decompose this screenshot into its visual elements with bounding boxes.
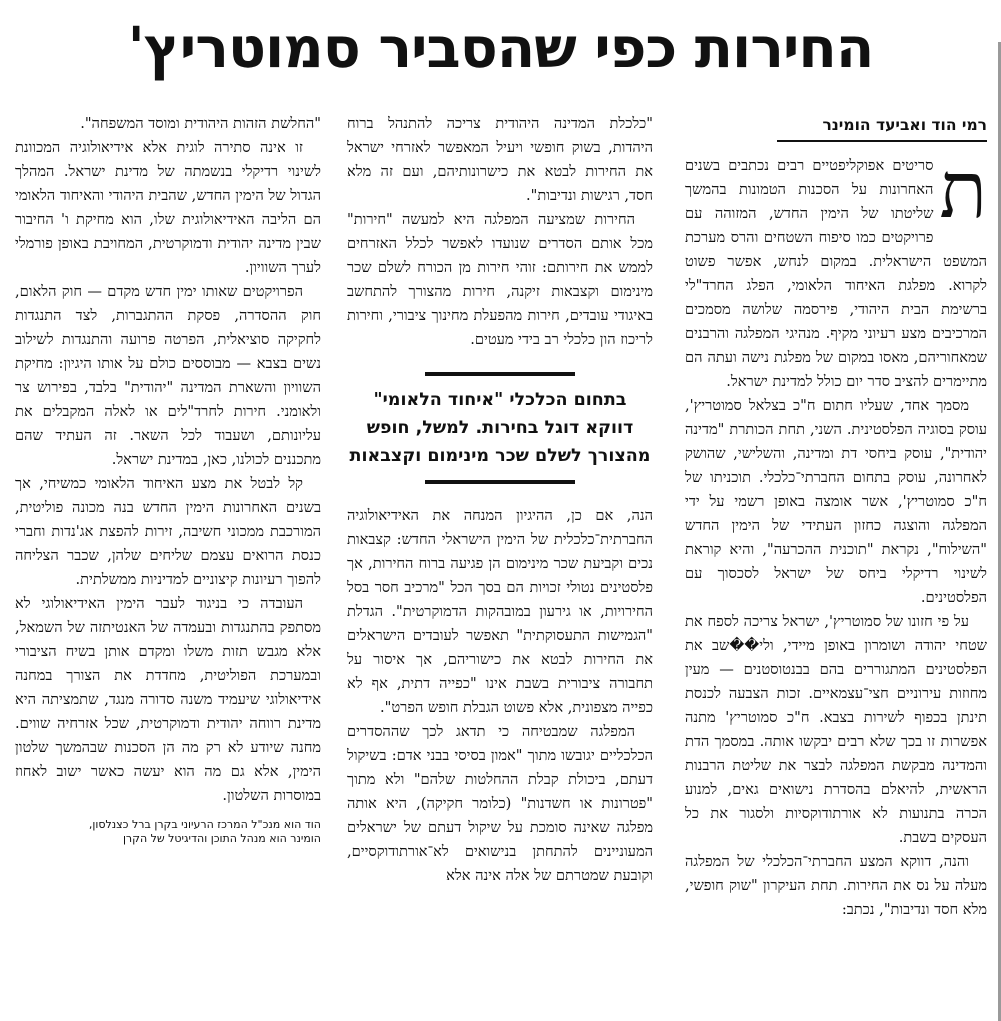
paragraph: "כלכלת המדינה היהודית צריכה להתנהל ברוח היהדות, בשוק חופשי ויעיל המאפשר לאזרחי ישראל את החירות לבטא את כישרונותיהם, ועם זה מלא חסד, רגישות ונדיבות".: [347, 115, 653, 204]
byline: רמי הוד ואביעד הומינר: [777, 112, 987, 142]
paragraph: על פי חזונו של סמוטריץ', ישראל צריכה לספח את שטחי יהודה ושומרון באופן מיידי, ולי��שב את הפלסטינים המתגוררים בהם בבנטוסטנים — מעין מחוזות עירוניים חצי־עצמאיים. זכות הצבעה לכנסת תינתן בכפוף לשירות בצבא. ח"כ סמוטריץ' מתנה אפשרות זו בכך שלא רבים יבקשו אותה. במסמך הדת והמדינה מבקשת המפלגה לבצר את שליטת הרבנות הראשית, להיאלם בהסדרת נישואים גאים, למנוע הכרה בתנועות לא אורתודוקסיות ולסגור את כל העסקים בשבת.: [685, 613, 987, 846]
pullquote-rule-bottom: [425, 480, 575, 484]
paragraph: והנה, דווקא המצע החברתי־הכלכלי של המפלגה מעלה על נס את החירות. תחת העיקרון "שוק חופשי, מלא חסד ונדיבות", נכתב:: [685, 853, 987, 918]
pullquote-rule-top: [425, 372, 575, 376]
pullquote: בתחום הכלכלי "איחוד הלאומי" דווקא דוגל בחירות. למשל, חופש מהצורך לשלם שכר מינימום וקצבאות: [349, 390, 651, 466]
paragraph: המפלגה שמבטיחה כי תדאג לכך שההסדרים הכלכליים יגובשו מתוך "אמון בסיסי בבני אדם: בשיקול דעתם, ביכולת קבלת ההחלטות שלהם" ולא מתוך "פטרונות או חשדנות" (כלומר חקיקה), היא אותה מפלגה שאינה סומכת על שיקול דעתם של ישראלים המעוניינים להתחתן בנישואים לא־אורתודוקסיים, וקובעת שמטרתם של אלה אינה אלא: [347, 723, 653, 884]
drop-cap: ת: [939, 146, 987, 236]
column-right: [685, 112, 987, 1017]
paragraph: [685, 146, 987, 394]
paragraph: מסמך אחד, שעליו חתום ח"כ בצלאל סמוטריץ', עוסק בסוגיה הפלסטינית. השני, תחת הכותרת "מדינה יהודית", עוסק ביחסי דת ומדינה, והשלישי, שהושק לאחרונה, עוסק בתחום החברתי־כלכלי. תוכניתו של ח"כ סמוטריץ', אשר אומצה באופן רשמי על ידי המפלגה והוצגה כחזון העתידי של הימין החדש "השילוח", נקראת "תוכנית ההכרעה", והיא קוראת לשינוי רדיקלי ביחס של ישראל לסכסוך עם הפלסטינים.: [685, 397, 987, 606]
paragraph: החירות שמציעה המפלגה היא למעשה "חירות" מכל אותם הסדרים שנועדו לאפשר לכלל האזרחים לממש את חירותם: זוהי חירות מן הכורח לשלם שכר מינימום וקצבאות זיקנה, חירות מהצורך להתחשב באיגודי עובדים, חירות מהפעלת מחינוך ציבורי, וחירות לריכוז הון כלכלי רב בידי מעטים.: [347, 211, 653, 348]
headline: החירות כפי שהסביר סמוטריץ': [127, 16, 874, 81]
author-credit: [15, 818, 321, 846]
paragraph-text: סריטים אפוקליפטיים רבים נכתבים בשנים האחרונות על הסכנות הטמונות בהמשך שליטתו של הימין החדש, המזוהה עם פרויקטים כמו סיפוח השטחים והרס מערכת המשפט הישראלית. במקום לנחש, אפשר פשוט לקרוא. מפלגת האיחוד הלאומי, הפלג החרד"לי ברשימת הבית היהודי, פירסמה שלושה מסמכים המרכיבים מצע רעיוני מקיף. מנהיגי המפלגה והרבנים שמאחוריהם, מאסו במקום של מפלגת נישה ועתה הם מתיימרים להציב סדר יום כולל למדינת ישראל.: [685, 157, 987, 390]
paragraph: זו אינה סתירה לוגית אלא אידיאולוגיה המכוונת לשינוי רדיקלי בנשמתה של מדינת ישראל. המהלך הגדול של הימין החדש, שהבית היהודי והאיחוד הלאומי הם הליבה האידיאולוגית שלו, הוא מחיקת ו' החיבור שבין מדינה יהודית ודמוקרטית, המחויבת באופן פורמלי לערך השוויון.: [15, 139, 321, 276]
author-credit-line: הוד הוא מנכ"ל המרכז הרעיוני בקרן ברל כצנלסון,: [88, 818, 321, 831]
author-credit-line: הומינר הוא מנהל התוכן והדיגיטל של הקרן: [122, 832, 321, 845]
paragraph: הנה, אם כן, ההיגיון המנחה את האידיאולוגיה החברתית־כלכלית של הימין הישראלי החדש: קצבאות נכים וקביעת שכר מינימום הן פגיעה ברוח החירות, אך פלסטינים נטולי זכויות הם בסך הכל "מרכיב חסר בסל החירויות, או גירעון במובהקות הדמוקרטית". הגדלת "הגמישות התעסוקתית" תאפשר לעובדים הישראלים את החירות לבטא את כישוריהם, אך איסור על תחבורה ציבורית בשבת אינו "כפייה דתית, אף לא כפייה מצפונית, אלא פשוט הגבלת חופש הפרט".: [347, 507, 653, 716]
paragraph: הפרויקטים שאותו ימין חדש מקדם — חוק הלאום, חוק ההסדרה, פסקת ההתגברות, לצד התנגדות לחקיקה סוציאלית, הפרטה פרועה והתנגדות לשילוב נשים בצבא — מבוססים כולם על אותו היגיון: מחיקת השוויון והשארת המדינה "יהודית" בלבד, בפירוש צר ולאומני. חירות לחרד"לים או לאלה המקבלים את עליונותם, ושעבוד לכל השאר. זה העתיד שהם מתכננים לכולנו, כאן, במדינת ישראל.: [15, 283, 321, 468]
paragraph: "החלשת הזהות היהודית ומוסד המשפחה".: [80, 115, 321, 132]
paragraph: העובדה כי בניגוד לעבר הימין האידיאולוגי לא מסתפק בהתנגדות ובעמדה של האנטיתזה של השמאל, אלא מגבש תזות משלו ומקדם אותן בשיח הציבורי ובמערכת הפוליטית, מחדדת את הצורך במחנה אידיאולוגי שיעמיד משנה סדורה מנגד, שתמציתה היא מדינת רווחה יהודית ודמוקרטית, שכל אזרחיה שווים. מחנה שיודע לא רק מה הן הסכנות שבהמשך שלטון הימין, אלא גם מה הוא יעשה כאשר ישוב לאחוז במוסרות השלטון.: [15, 595, 321, 804]
column-left: [15, 112, 321, 1017]
column-middle: [347, 112, 653, 1017]
paragraph: קל לבטל את מצע האיחוד הלאומי כמשיחי, אך בשנים האחרונות הימין החדש בנה מכונה פוליטית, המורכבת ממכוני חשיבה, זירות להפצת אג'נדות וחברי כנסת הרואים עצמם שליחים שלהן, שכבר הצליחה להפוך רעיונות קיצוניים למדיניות ממשלתית.: [15, 475, 321, 588]
